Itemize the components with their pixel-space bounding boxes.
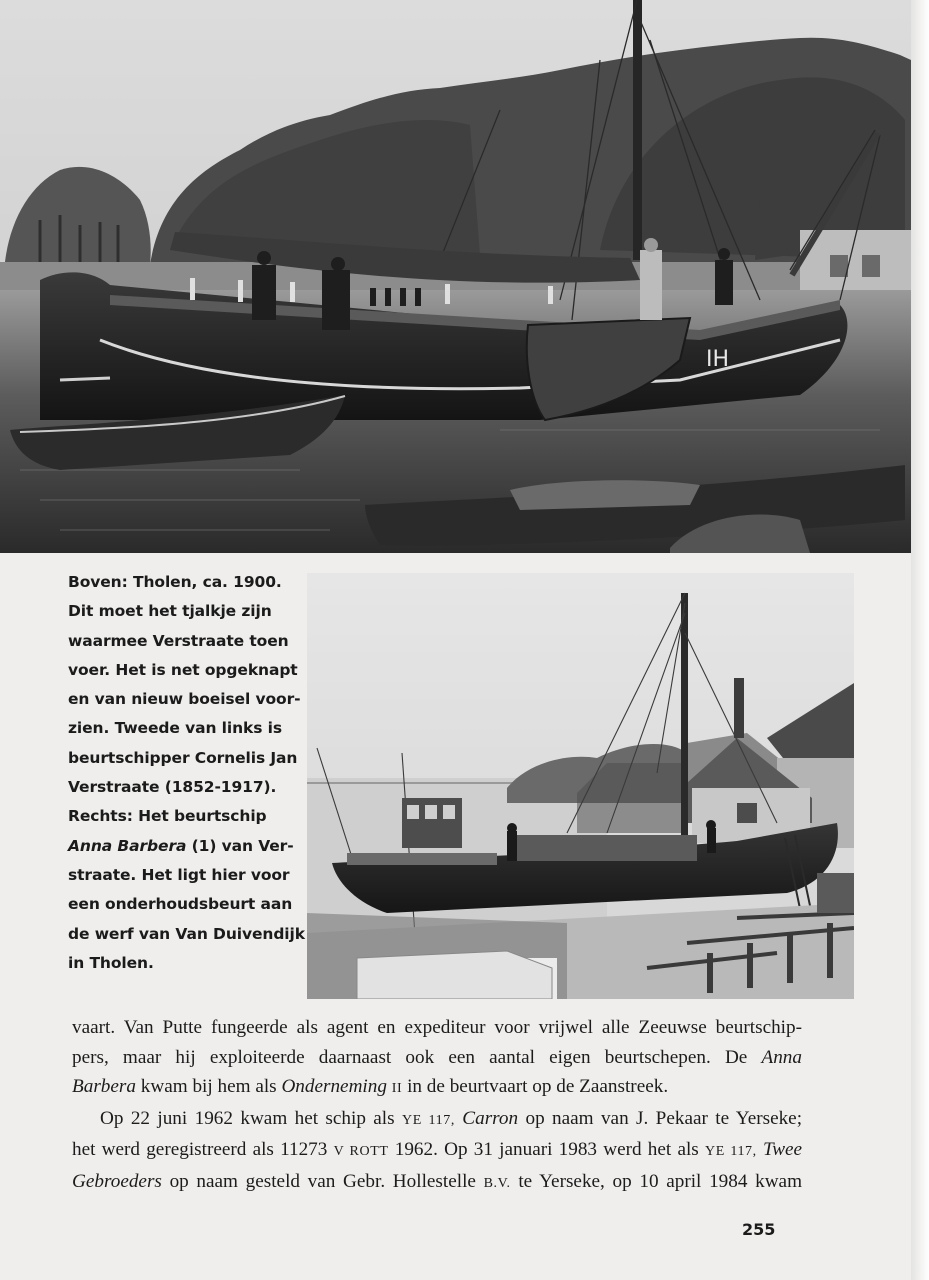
body-line (72, 1135, 802, 1167)
caption-line: straate. Het ligt hier voor (68, 865, 290, 884)
body-text (72, 1013, 802, 1198)
ship-name: Carron (462, 1107, 519, 1129)
ship-name: Gebroeders (72, 1170, 162, 1192)
body-line (72, 1072, 802, 1104)
body-segment: kwam bij hem als (140, 1076, 277, 1097)
body-segment: Op 22 juni 1962 kwam het schip als (100, 1107, 395, 1129)
caption-line: Verstraate (1852-1917). (68, 778, 277, 797)
caption-line: Rechts: Het beurtschip (68, 807, 267, 826)
caption-line: in Tholen. (68, 953, 154, 972)
body-segment: op naam van J. Pekaar te Yerseke; (525, 1107, 803, 1129)
page-edge (911, 0, 929, 1280)
body-segment: pers, maar hij exploiteerde daarnaast ook een aantal eigen beurtschepen. De (72, 1046, 748, 1068)
caption-line: en van nieuw boeisel voor- (68, 690, 301, 709)
body-segment: op naam gesteld van Gebr. Hollestelle (169, 1170, 476, 1192)
caption-line: Boven: Tholen, ca. 1900. (68, 573, 282, 591)
svg-text:IH: IH (706, 347, 730, 372)
ship-name: Onderneming (281, 1076, 387, 1097)
caption-line: voer. Het is net opgeknapt (68, 660, 298, 679)
body-segment: te Yerseke, op 10 april 1984 kwam (518, 1170, 802, 1192)
registration: YE 117, (402, 1112, 455, 1128)
caption-line: een onderhoudsbeurt aan (68, 895, 293, 914)
photo-tholen-harbour (0, 0, 911, 553)
body-line: vaart. Van Putte fungeerde als agent en expediteur voor vrijwel alle Zeeuwse beurtschip- (72, 1017, 802, 1038)
caption-line: de werf van Van Duivendijk (68, 924, 305, 943)
caption-ship-name: Anna Barbera (68, 836, 187, 855)
caption-line-text: (1) van Ver- (191, 836, 294, 855)
body-segment: het werd geregistreerd als 11273 (72, 1139, 328, 1160)
ship-name: Anna (761, 1046, 802, 1068)
body-line (72, 1043, 802, 1073)
caption-line: beurtschipper Cornelis Jan (68, 748, 298, 767)
photo-caption (68, 568, 305, 978)
ship-number: II (391, 1081, 403, 1096)
caption-line: waarmee Verstraate toen (68, 631, 289, 650)
body-line (72, 1104, 802, 1136)
body-segment: 1962. Op 31 januari 1983 werd het als (394, 1139, 699, 1160)
ship-name: Twee (762, 1139, 803, 1160)
company-suffix: B.V. (483, 1175, 511, 1191)
registration: V ROTT (333, 1144, 389, 1159)
registration: YE 117, (704, 1144, 757, 1159)
caption-line: Dit moet het tjalkje zijn (68, 602, 272, 621)
photo-tholen-harbour-image (0, 0, 911, 553)
page-number: 255 (742, 1220, 776, 1239)
photo-anna-barbera (307, 573, 854, 999)
ship-name: Barbera (72, 1076, 136, 1097)
photo-anna-barbera-image (307, 573, 854, 999)
body-segment: in de beurtvaart op de Zaanstreek. (407, 1076, 669, 1097)
caption-line: zien. Tweede van links is (68, 719, 283, 738)
body-line (72, 1167, 802, 1199)
caption-line (68, 832, 293, 861)
